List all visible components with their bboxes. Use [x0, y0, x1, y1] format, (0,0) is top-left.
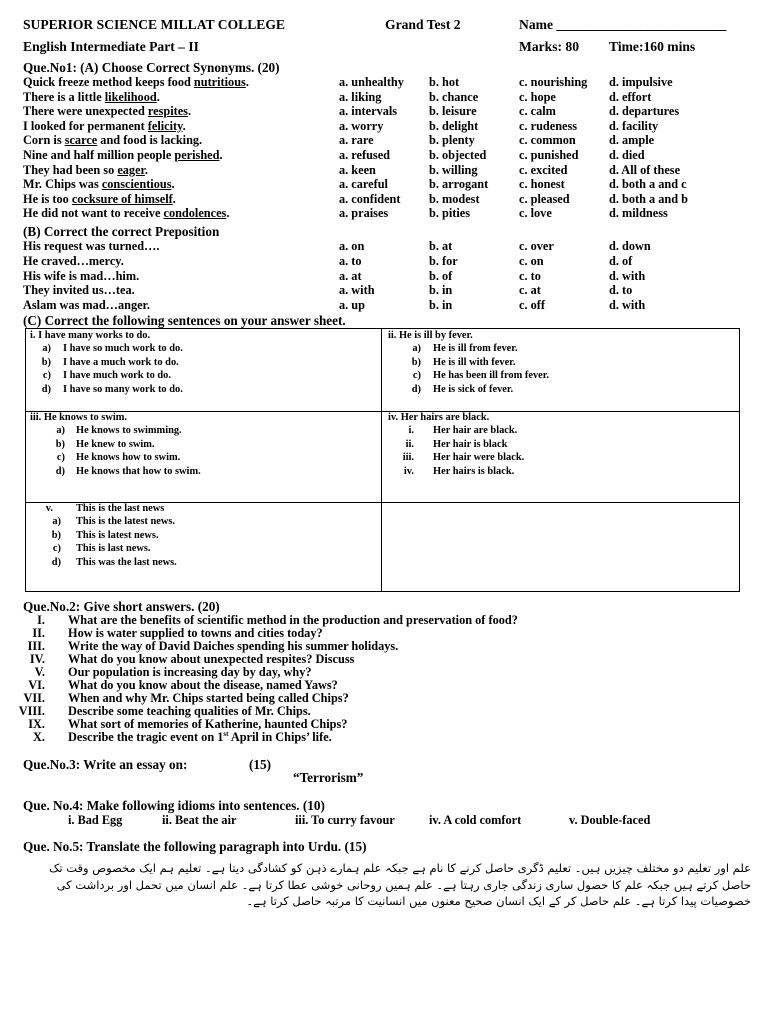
option-text: He knows to swimming. [76, 425, 182, 437]
question-text: When and why Mr. Chips started being called Chips? [68, 691, 349, 705]
urdu-line: علم اور تعلیم دو مختلف چیزیں ہیں۔ تعلیم ڈگری حاصل کرنے کا نام ہے جبکہ علم ہمارے ذہن کو کشادگی دیتا ہے۔ تعلیم ہم ایک مخصوص وقت تک [49, 861, 751, 875]
question-number: IV. [29, 652, 45, 666]
option-b: b. delight [429, 118, 479, 133]
option-letter: d) [41, 383, 51, 395]
option-c: c. nourishing [519, 75, 588, 89]
option-b: b. in [429, 283, 453, 298]
box-option [30, 424, 375, 437]
synonym-row [23, 148, 743, 162]
urdu-line: حاصل کرتے ہیں جبکہ علم کا حصول ساری زندگی جاری رہتا ہے۔ علم ہمیں روحانی خوشی عطا کرتا ہے۔ علم انسان میں تحمل اور برداشت کی [56, 877, 751, 892]
box-option [388, 383, 733, 396]
subject-title: English Intermediate Part – II [23, 39, 199, 54]
question-text: How is water supplied to towns and cities today? [68, 626, 323, 640]
synonym-row [23, 177, 743, 191]
q1b-title: (B) Correct the correct Preposition [23, 224, 220, 239]
option-b: b. willing [429, 162, 478, 177]
question-text: Write the way of David Daiches spending his summer holidays. [68, 639, 399, 653]
marks-label: Marks: 80 [519, 39, 580, 54]
option-a: a. with [339, 283, 375, 298]
question-number: VII. [23, 691, 45, 705]
option-text: This is last news. [76, 543, 151, 555]
idiom-item: v. Double-faced [569, 813, 651, 827]
option-letter: a) [52, 516, 61, 528]
option-a: a. careful [339, 177, 388, 192]
correction-box-4 [388, 411, 733, 478]
question-number: III. [27, 639, 45, 653]
preposition-row [23, 283, 743, 297]
option-c: c. rudeness [519, 118, 578, 133]
preposition-question: He craved…mercy. [23, 253, 124, 268]
synonym-row [23, 192, 743, 206]
synonym-question: He did not want to receive condolences. [23, 206, 230, 221]
option-c: c. love [519, 206, 552, 221]
option-c: c. to [519, 268, 541, 283]
option-text: He knows that how to swim. [76, 465, 201, 477]
q1-title: Que.No1: (A) Choose Correct Synonyms. (20) [23, 60, 280, 75]
option-letter: b) [411, 356, 421, 368]
option-d: d. ample [609, 133, 655, 148]
box-option [388, 342, 733, 355]
option-d: d. down [609, 239, 651, 253]
box-option [30, 556, 375, 569]
question-text: What are the benefits of scientific method in the production and preservation of food? [68, 613, 518, 627]
box-option [30, 369, 375, 382]
question-text: What sort of memories of Katherine, haunted Chips? [68, 717, 348, 731]
idiom-item: iii. To curry favour [295, 813, 395, 827]
option-a: a. unhealthy [339, 75, 404, 89]
option-c: c. calm [519, 104, 556, 119]
option-text: Her hairs is black. [433, 465, 515, 477]
q3-marks: (15) [249, 757, 271, 772]
synonym-row [23, 206, 743, 220]
preposition-row [23, 269, 743, 283]
synonym-row [23, 75, 743, 89]
option-c: c. over [519, 239, 554, 253]
idiom-item: iv. A cold comfort [429, 813, 522, 827]
time-label: Time:160 mins [609, 39, 696, 54]
synonym-question: He is too cocksure of himself. [23, 191, 176, 206]
question-text: Describe the tragic event on 1st April in Chips’ life. [68, 730, 332, 745]
box-option [30, 356, 375, 369]
essay-topic: “Terrorism” [293, 770, 364, 785]
preposition-row [23, 298, 743, 312]
option-c: c. on [519, 253, 544, 268]
option-a: a. to [339, 253, 362, 268]
option-letter: ii. [405, 438, 414, 450]
option-a: a. praises [339, 206, 389, 221]
box-option [388, 465, 733, 478]
box-question [30, 502, 375, 515]
option-d: d. All of these [609, 162, 681, 177]
option-b: b. plenty [429, 133, 475, 148]
option-a: a. worry [339, 118, 384, 133]
option-letter: c) [52, 543, 61, 555]
q2-title: Que.No.2: Give short answers. (20) [23, 599, 220, 614]
option-letter: d) [55, 465, 65, 477]
urdu-paragraph [18, 860, 751, 910]
option-b: b. chance [429, 89, 479, 104]
synonym-row [23, 119, 743, 133]
option-b: b. at [429, 239, 453, 253]
synonym-question: They had been so eager. [23, 162, 148, 177]
question-number: v. [45, 503, 53, 514]
option-c: c. hope [519, 89, 556, 104]
option-a: a. intervals [339, 104, 398, 119]
synonym-row [23, 163, 743, 177]
option-text: This is the latest news. [76, 516, 176, 528]
box-option [388, 356, 733, 369]
option-c: c. at [519, 283, 541, 298]
short-question [14, 730, 574, 743]
short-question [14, 626, 574, 639]
grid-divider [381, 329, 382, 591]
preposition-question: They invited us…tea. [23, 283, 135, 298]
name-field: Name _________________________ [519, 17, 727, 32]
preposition-question: His wife is mad…him. [23, 268, 140, 283]
option-c: c. honest [519, 177, 565, 192]
synonym-question: I looked for permanent felicity. [23, 118, 186, 133]
option-d: d. effort [609, 89, 652, 104]
box-option [30, 451, 375, 464]
option-letter: c) [42, 370, 51, 382]
option-text: He is ill from fever. [433, 343, 518, 355]
correction-box-2 [388, 329, 733, 396]
option-text: This was the last news. [76, 556, 177, 568]
option-a: a. confident [339, 191, 401, 206]
option-b: b. in [429, 298, 453, 313]
option-c: c. punished [519, 148, 579, 162]
short-question [14, 652, 574, 665]
option-b: b. arrogant [429, 177, 489, 192]
option-b: b. leisure [429, 104, 477, 119]
box-option [30, 515, 375, 528]
box-option [30, 342, 375, 355]
correction-box-1 [30, 329, 375, 396]
question-number: X. [33, 730, 45, 744]
option-letter: b) [41, 356, 51, 368]
synonym-question: Quick freeze method keeps food nutritious. [23, 75, 249, 89]
option-letter: i. [408, 425, 414, 437]
test-name: Grand Test 2 [385, 17, 461, 32]
option-d: d. of [609, 253, 633, 268]
option-text: This is latest news. [76, 529, 159, 541]
option-text: He knows how to swim. [76, 452, 181, 464]
option-d: d. both a and c [609, 177, 687, 192]
option-b: b. of [429, 268, 453, 283]
option-d: d. died [609, 148, 645, 162]
option-d: d. mildness [609, 206, 668, 221]
synonym-row [23, 133, 743, 147]
question-text: Our population is increasing day by day, why? [68, 665, 312, 679]
option-text: He knew to swim. [76, 438, 155, 450]
option-text: I have a much work to do. [63, 356, 179, 368]
question-number: II. [32, 626, 45, 640]
option-d: d. facility [609, 118, 659, 133]
option-text: He is ill with fever. [433, 356, 516, 368]
college-name: SUPERIOR SCIENCE MILLAT COLLEGE [23, 17, 285, 32]
box-option [30, 465, 375, 478]
option-letter: iii. [402, 452, 414, 464]
option-text: Her hair is black [433, 438, 508, 450]
option-b: b. modest [429, 191, 480, 206]
preposition-question: His request was turned…. [23, 239, 160, 253]
option-letter: d) [411, 383, 421, 395]
q4-title: Que. No.4: Make following idioms into sentences. (10) [23, 798, 325, 813]
option-text: I have so much work to do. [63, 343, 183, 355]
option-c: c. excited [519, 162, 568, 177]
synonym-question: There were unexpected respites. [23, 104, 192, 119]
correction-grid [25, 328, 740, 592]
option-d: d. to [609, 283, 633, 298]
preposition-row [23, 254, 743, 268]
short-question [14, 691, 574, 704]
option-c: c. common [519, 133, 576, 148]
option-text: Her hair are black. [433, 425, 518, 437]
option-text: He has been ill from fever. [433, 370, 550, 382]
preposition-row [23, 239, 743, 253]
option-d: d. impulsive [609, 75, 673, 89]
option-letter: c) [56, 452, 65, 464]
option-letter: d) [51, 556, 61, 568]
option-d: d. with [609, 268, 646, 283]
option-letter: a) [412, 343, 421, 355]
option-letter: iv. [403, 465, 414, 477]
question-text: Describe some teaching qualities of Mr. Chips. [68, 704, 311, 718]
correction-box-3 [30, 411, 375, 478]
q3-title: Que.No.3: Write an essay on: [23, 757, 188, 772]
option-letter: a) [42, 343, 51, 355]
q5-title: Que. No.5: Translate the following paragraph into Urdu. (15) [23, 839, 367, 854]
box-option [388, 424, 733, 437]
preposition-question: Aslam was mad…anger. [23, 298, 150, 313]
question-number: V. [34, 665, 45, 679]
option-b: b. pities [429, 206, 470, 221]
option-b: b. objected [429, 148, 487, 162]
question-number: I. [37, 613, 45, 627]
option-a: a. keen [339, 162, 376, 177]
synonym-question: Mr. Chips was conscientious. [23, 177, 175, 192]
option-a: a. up [339, 298, 365, 313]
question-text: What do you know about unexpected respites? Discuss [68, 652, 355, 666]
option-d: d. departures [609, 104, 680, 119]
box-question: iii. He knows to swim. [30, 412, 127, 423]
option-d: d. with [609, 298, 646, 313]
option-letter: c) [412, 370, 421, 382]
question-number: IX. [28, 717, 45, 731]
box-option [30, 542, 375, 555]
synonym-row [23, 90, 743, 104]
question-number: VI. [28, 678, 45, 692]
question-text: What do you know about the disease, named Yaws? [68, 678, 338, 692]
short-question [14, 717, 574, 730]
box-option [30, 529, 375, 542]
option-a: a. liking [339, 89, 382, 104]
option-text: I have much work to do. [63, 370, 171, 382]
box-question: i. I have many works to do. [30, 330, 151, 341]
option-a: a. on [339, 239, 365, 253]
option-letter: b) [51, 529, 61, 541]
option-a: a. refused [339, 148, 391, 162]
option-text: I have so many work to do. [63, 383, 183, 395]
box-question: iv. Her hairs are black. [388, 412, 490, 423]
option-text: Her hair were black. [433, 452, 525, 464]
option-b: b. for [429, 253, 458, 268]
box-option [30, 438, 375, 451]
synonym-question: Corn is scarce and food is lacking. [23, 133, 203, 148]
option-letter: b) [55, 438, 65, 450]
question-text: This is the last news [76, 503, 165, 514]
short-question [14, 665, 574, 678]
option-letter: a) [56, 425, 65, 437]
short-question [14, 639, 574, 652]
option-d: d. both a and b [609, 191, 688, 206]
short-question [14, 704, 574, 717]
synonym-question: Nine and half million people perished. [23, 148, 223, 162]
short-question [14, 613, 574, 626]
correction-box-5 [30, 502, 375, 569]
option-c: c. pleased [519, 191, 570, 206]
option-b: b. hot [429, 75, 460, 89]
box-option [30, 383, 375, 396]
synonym-row [23, 104, 743, 118]
box-option [388, 438, 733, 451]
option-c: c. off [519, 298, 545, 313]
option-a: a. rare [339, 133, 374, 148]
idiom-item: i. Bad Egg [68, 813, 123, 827]
synonym-question: There is a little likelihood. [23, 89, 160, 104]
question-number: VIII. [18, 704, 45, 718]
q1c-title: (C) Correct the following sentences on your answer sheet. [23, 313, 346, 328]
box-question: ii. He is ill by fever. [388, 330, 473, 341]
option-text: He is sick of fever. [433, 383, 514, 395]
box-option [388, 451, 733, 464]
short-question [14, 678, 574, 691]
box-option [388, 369, 733, 382]
idiom-item: ii. Beat the air [162, 813, 237, 827]
option-a: a. at [339, 268, 362, 283]
urdu-line: خصوصیات پیدا کرتا ہے۔ علم حاصل کر کے ایک انسان صحیح معنوں میں انسانیت کا مرتبہ حاصل کرتا ہے۔ [246, 894, 751, 908]
